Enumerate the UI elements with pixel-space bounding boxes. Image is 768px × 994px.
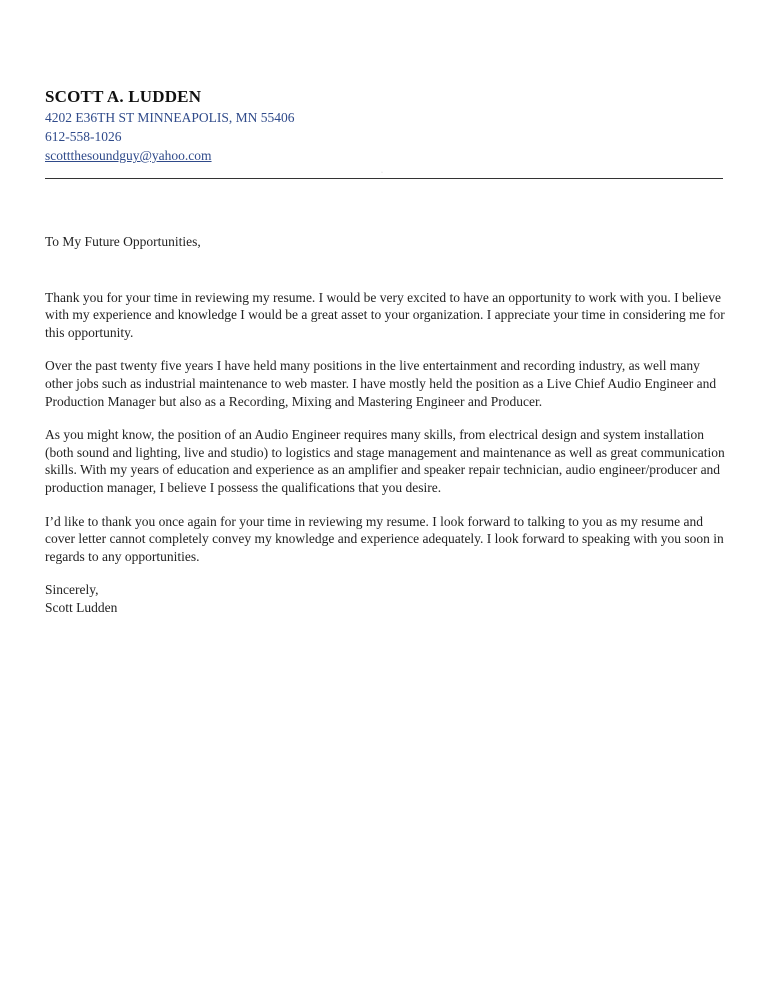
sender-address: 4202 E36TH ST MINNEAPOLIS, MN 55406: [45, 110, 295, 125]
salutation: To My Future Opportunities,: [45, 234, 201, 249]
letter-body: [45, 233, 728, 617]
paragraph-3: As you might know, the position of an Audio Engineer requires many skills, from electrical design and system installation (both sound and lighting, live and studio) to logistics and stage management and maintenance as well as great communication skills. With my years of education and experience as an amplifier and speaker repair technician, audio engineer/producer and production manager, I believe I possess the qualifications that you desire.: [45, 427, 725, 495]
letterhead: [45, 86, 723, 165]
sender-phone: 612-558-1026: [45, 129, 122, 144]
paragraph-1: Thank you for your time in reviewing my resume. I would be very excited to have an opportunity to work with you. I believe with my experience and knowledge I would be a great asset to your organization. I appreciate your time in considering me for this opportunity.: [45, 289, 725, 340]
closing: Sincerely,: [45, 582, 99, 598]
signature-name: Scott Ludden: [45, 599, 118, 615]
divider-mark: ·: [381, 170, 383, 176]
sender-email-link[interactable]: scottthesoundguy@yahoo.com: [45, 148, 212, 163]
sender-name: SCOTT A. LUDDEN: [45, 87, 202, 106]
header-divider: [45, 178, 723, 179]
paragraph-4: I’d like to thank you once again for your time in reviewing my resume. I look forward to talking to you as my resume and cover letter cannot completely convey my knowledge and experience adequately. I look forward to speaking with you soon in regards to any opportunities.: [45, 513, 724, 564]
paragraph-2: Over the past twenty five years I have held many positions in the live entertainment and recording industry, as well many other jobs such as industrial maintenance to web master. I have mostly held the position as a Live Chief Audio Engineer and Production Manager but also as a Recording, Mixing and Mastering Engineer and Producer.: [45, 358, 717, 409]
